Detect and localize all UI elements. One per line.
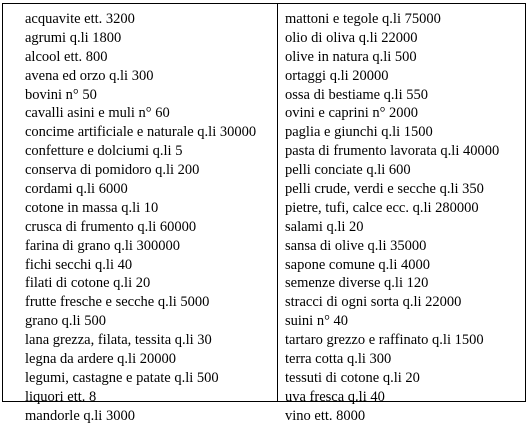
table-cell-item: salami q.li 20 — [285, 218, 364, 235]
table-cell-item: suini n° 40 — [285, 313, 348, 330]
table-cell-item: lana grezza, filata, tessita q.li 30 — [25, 332, 212, 349]
table-cell-item: ossa di bestiame q.li 550 — [285, 86, 428, 103]
table-cell-item: cotone in massa q.li 10 — [25, 199, 159, 216]
table-cell-item: olio di oliva q.li 22000 — [285, 29, 418, 46]
table-cell-item: sapone comune q.li 4000 — [285, 256, 430, 273]
table-cell-item: olive in natura q.li 500 — [285, 48, 417, 65]
table-cell-item: filati di cotone q.li 20 — [25, 275, 151, 292]
table-cell-item: vino ett. 8000 — [285, 407, 366, 424]
left-item-list — [3, 4, 277, 426]
right-column — [278, 4, 525, 424]
table-cell-item: semenze diverse q.li 120 — [285, 275, 429, 292]
table-cell-item: cordami q.li 6000 — [25, 181, 128, 198]
table-cell-item: liquori ett. 8 — [25, 388, 97, 405]
right-item-list — [278, 4, 525, 426]
table-cell-item: cavalli asini e muli n° 60 — [25, 105, 170, 122]
table-cell-item: agrumi q.li 1800 — [25, 29, 122, 46]
table-cell-item: conserva di pomidoro q.li 200 — [25, 162, 200, 179]
table-cell-item: stracci di ogni sorta q.li 22000 — [285, 294, 462, 311]
table-cell-item: avena ed orzo q.li 300 — [25, 67, 154, 84]
table-cell-item: pietre, tufi, calce ecc. q.li 280000 — [285, 199, 479, 216]
table-cell-item: confetture e dolciumi q.li 5 — [25, 143, 183, 160]
table-cell-item: sansa di olive q.li 35000 — [285, 237, 427, 254]
table-cell-item: terra cotta q.li 300 — [285, 351, 392, 368]
table-cell-item: alcool ett. 800 — [25, 48, 108, 65]
table-cell-item: tessuti di cotone q.li 20 — [285, 369, 420, 386]
table-cell-item: grano q.li 500 — [25, 313, 106, 330]
table-cell-item: farina di grano q.li 300000 — [25, 237, 181, 254]
commodity-table — [2, 3, 526, 424]
table-cell-item: crusca di frumento q.li 60000 — [25, 218, 197, 235]
table-cell-item: paglia e giunchi q.li 1500 — [285, 124, 433, 141]
table-cell-item: pasta di frumento lavorata q.li 40000 — [285, 143, 500, 160]
table-cell-item: legna da ardere q.li 20000 — [25, 351, 176, 368]
table-cell-item: tartaro grezzo e raffinato q.li 1500 — [285, 332, 484, 349]
table-cell-item: pelli conciate q.li 600 — [285, 162, 411, 179]
table-cell-item: bovini n° 50 — [25, 86, 97, 103]
table-cell-item: pelli crude, verdi e secche q.li 350 — [285, 181, 484, 198]
table-cell-item: mattoni e tegole q.li 75000 — [285, 11, 441, 27]
table-cell-item: mandorle q.li 3000 — [25, 407, 135, 424]
table-cell-item: legumi, castagne e patate q.li 500 — [25, 369, 219, 386]
table-cell-item: frutte fresche e secche q.li 5000 — [25, 294, 210, 311]
table-cell-item: ovini e caprini n° 2000 — [285, 105, 419, 122]
table-cell-item: uva fresca q.li 40 — [285, 388, 385, 405]
table-cell-item: ortaggi q.li 20000 — [285, 67, 389, 84]
table-cell-item: acquavite ett. 3200 — [25, 11, 135, 27]
table-cell-item: concime artificiale e naturale q.li 30000 — [25, 124, 257, 141]
left-column — [3, 4, 278, 424]
table-cell-item: fichi secchi q.li 40 — [25, 256, 133, 273]
